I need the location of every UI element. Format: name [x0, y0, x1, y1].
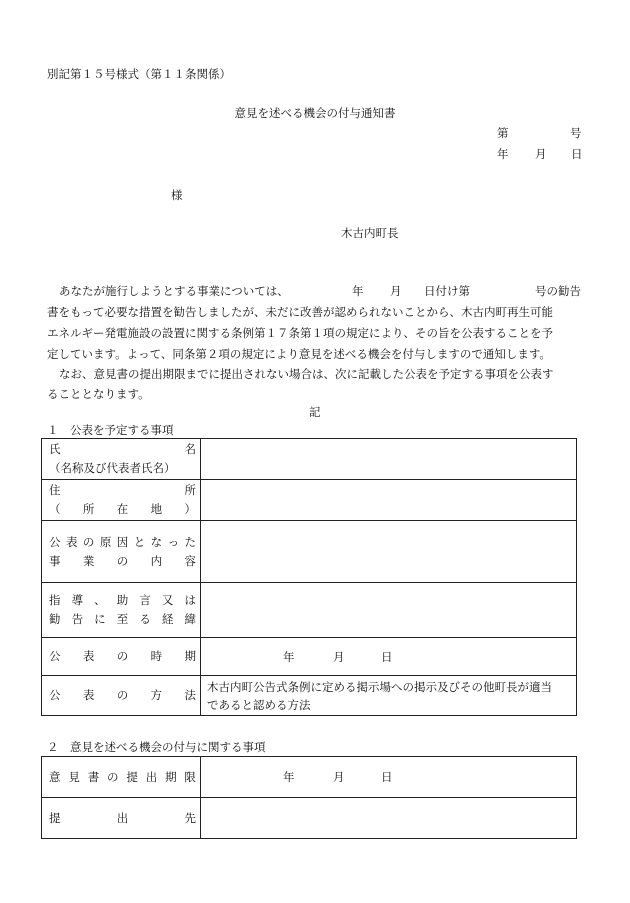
- label-method: 公 表 の 方 法: [42, 676, 201, 716]
- value-cause[interactable]: [201, 521, 577, 583]
- date-month: 月: [535, 147, 547, 161]
- document-title: 意見を述べる機会の付与通知書: [234, 106, 396, 120]
- label-name: 氏 名 （名称及び代表者氏名）: [42, 439, 201, 480]
- label-address: 住 所 （ 所 在 地 ）: [42, 480, 201, 521]
- label-deadline: 意 見 書 の 提 出 期 限: [42, 757, 201, 798]
- row-guidance: [42, 583, 577, 638]
- label-time: 公 表 の 時 期: [42, 638, 201, 676]
- issuer-name: 木古内町長: [341, 226, 399, 240]
- value-address[interactable]: [201, 480, 577, 521]
- row-address: [42, 480, 577, 521]
- section1-table: [41, 438, 577, 716]
- date-day: 日: [571, 147, 583, 161]
- label-cause: 公 表 の 原 因 と な っ た 事 業 の 内 容: [42, 521, 201, 583]
- label-destination: 提 出 先: [42, 798, 201, 839]
- number-dai: 第: [497, 126, 509, 140]
- value-deadline[interactable]: 年 月 日: [201, 757, 577, 798]
- number-go: 号: [570, 126, 582, 140]
- row-destination: [42, 798, 577, 839]
- value-name[interactable]: [201, 439, 577, 480]
- date-year: 年: [497, 147, 509, 161]
- form-number-label: 別記第１５号様式（第１１条関係）: [47, 67, 231, 81]
- section2-table: [41, 756, 577, 839]
- addressee-suffix: 様: [171, 188, 183, 202]
- section1-heading: １ 公表を予定する事項: [47, 423, 174, 437]
- value-method: 木古内町公告式条例に定める掲示場への掲示及びその他町長が適当 であると認める方法: [201, 676, 577, 716]
- row-method: [42, 676, 577, 716]
- row-time: [42, 638, 577, 676]
- row-name: [42, 439, 577, 480]
- row-deadline: [42, 757, 577, 798]
- ki-label: 記: [309, 405, 321, 419]
- row-cause: [42, 521, 577, 583]
- label-guidance: 指 導 、 助 言 又 は 勧 告 に 至 る 経 緯: [42, 583, 201, 638]
- value-guidance[interactable]: [201, 583, 577, 638]
- section2-heading: ２ 意見を述べる機会の付与に関する事項: [47, 740, 266, 754]
- value-destination[interactable]: [201, 798, 577, 839]
- value-time[interactable]: 年 月 日: [201, 638, 577, 676]
